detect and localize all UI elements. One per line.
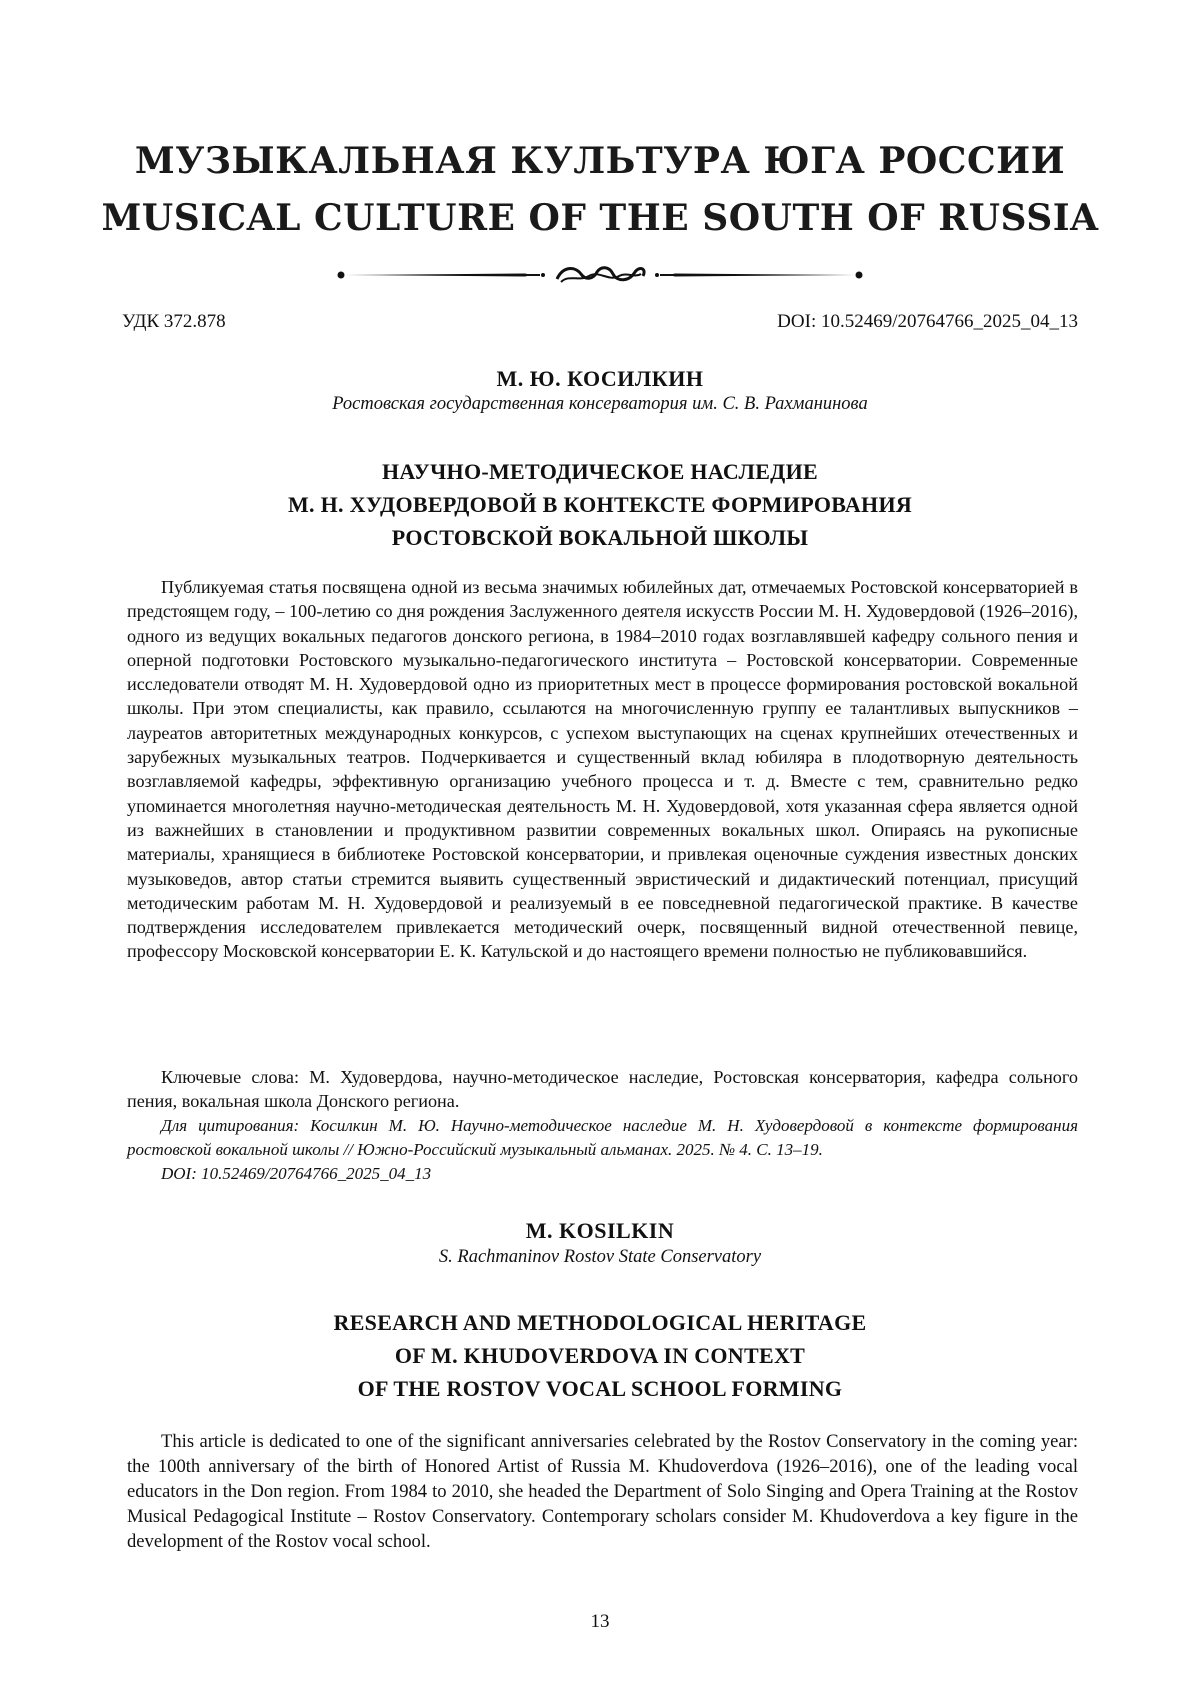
journal-title-ru: МУЗЫКАЛЬНАЯ КУЛЬТУРА ЮГА РОССИИ <box>134 140 1066 182</box>
page-number: 13 <box>590 1611 610 1632</box>
divider-ornament-icon <box>335 262 865 288</box>
abstract-en-text: This article is dedicated to one of the significant anniversaries celebrated by the Rostov Conservatory in the coming year: the 100th anniversary of the birth of Honored Artist of Russia M. Khudoverdova (1926–2016), one of the leading vocal educators in the Don region. From 1984 to 2010, she headed the Department of Solo Singing and Opera Training at the Rostov Musical Pedagogical Institute – Rostov Conservatory. Contemporary scholars consider M. Khudoverdova a key figure in the development of the Rostov vocal school. <box>127 1431 1078 1552</box>
title-line: М. Н. ХУДОВЕРДОВОЙ В КОНТЕКСТЕ ФОРМИРОВАНИЯ <box>287 492 913 517</box>
title-line: РОСТОВСКОЙ ВОКАЛЬНОЙ ШКОЛЫ <box>391 525 809 550</box>
citation-ru-text: Для цитирования: Косилкин М. Ю. Научно-методическое наследие М. Н. Худовердовой в контексте формирования ростовской вокальной школы // Южно-Российский музыкальный альманах. 2025. № 4. С. 13–19. <box>127 1116 1078 1159</box>
citation-ru <box>127 1114 1078 1186</box>
udk-code: УДК 372.878 <box>122 311 226 332</box>
abstract-en <box>127 1429 1078 1554</box>
abstract-ru-text: Публикуемая статья посвящена одной из весьма значимых юбилейных дат, отмечаемых Ростовской консерваторией в предстоящем году, – 100-летию со дня рождения Заслуженного деятеля искусств России М. Н. Худовердовой (1926–2016), одного из ведущих вокальных педагогов донского региона, в 1984–2010 годах возглавлявшей кафедру сольного пения и оперной подготовки Ростовского музыкально-педагогического института – Ростовской консерватории. Современные исследователи отводят М. Н. Худовердовой одно из приоритетных мест в процессе формирования ростовской вокальной школы. При этом специалисты, как правило, ссылаются на многочисленную группу ее талантливых выпускников – лауреатов авторитетных международных конкурсов, с успехом выступающих на сценах крупнейших отечественных и зарубежных музыкальных театров. Подчеркивается и существенный вклад юбиляра в плодотворную деятельность возглавляемой кафедры, эффективную организацию учебного процесса и т. д. Вместе с тем, сравнительно редко упоминается многолетняя научно-методическая деятельность М. Н. Худовердовой, хотя указанная сфера является одной из важнейших в становлении и продуктивном развитии современных вокальных школ. Опираясь на рукописные материалы, хранящиеся в библиотеке Ростовской консерватории, и привлекая оценочные суждения известных донских музыковедов, автор статьи стремится выявить существенный эвристический и дидактический потенциал, присущий методическим работам М. Н. Худовердовой и реализуемый в ее повседневной педагогической практике. В качестве подтверждения исследователем привлекается методический очерк, посвященный видной отечественной певице, профессору Московской консерватории Е. К. Катульской и до настоящего времени полностью не публиковавшийся. <box>127 577 1078 962</box>
keywords-ru <box>127 1065 1078 1114</box>
author-ru: М. Ю. КОСИЛКИН <box>496 366 704 391</box>
article-title-en <box>0 1306 1200 1405</box>
doi-header: DOI: 10.52469/20764766_2025_04_13 <box>777 311 1078 332</box>
keywords-ru-text: Ключевые слова: М. Худовердова, научно-методическое наследие, Ростовская консерватория, кафедра сольного пения, вокальная школа Донского региона. <box>127 1067 1078 1112</box>
article-title-ru <box>0 455 1200 554</box>
title-line: OF THE ROSTOV VOCAL SCHOOL FORMING <box>357 1376 843 1401</box>
citation-doi: DOI: 10.52469/20764766_2025_04_13 <box>161 1164 432 1183</box>
journal-title-en: MUSICAL CULTURE OF THE SOUTH OF RUSSIA <box>101 197 1099 239</box>
title-line: НАУЧНО-МЕТОДИЧЕСКОЕ НАСЛЕДИЕ <box>381 459 819 484</box>
affiliation-en: S. Rachmaninov Rostov State Conservatory <box>438 1247 762 1267</box>
affiliation-ru: Ростовская государственная консерватория им. С. В. Рахманинова <box>332 394 868 414</box>
author-en: M. KOSILKIN <box>525 1218 675 1243</box>
title-line: OF M. KHUDOVERDOVA IN CONTEXT <box>394 1343 806 1368</box>
abstract-ru <box>127 575 1078 964</box>
title-line: RESEARCH AND METHODOLOGICAL HERITAGE <box>333 1310 867 1335</box>
